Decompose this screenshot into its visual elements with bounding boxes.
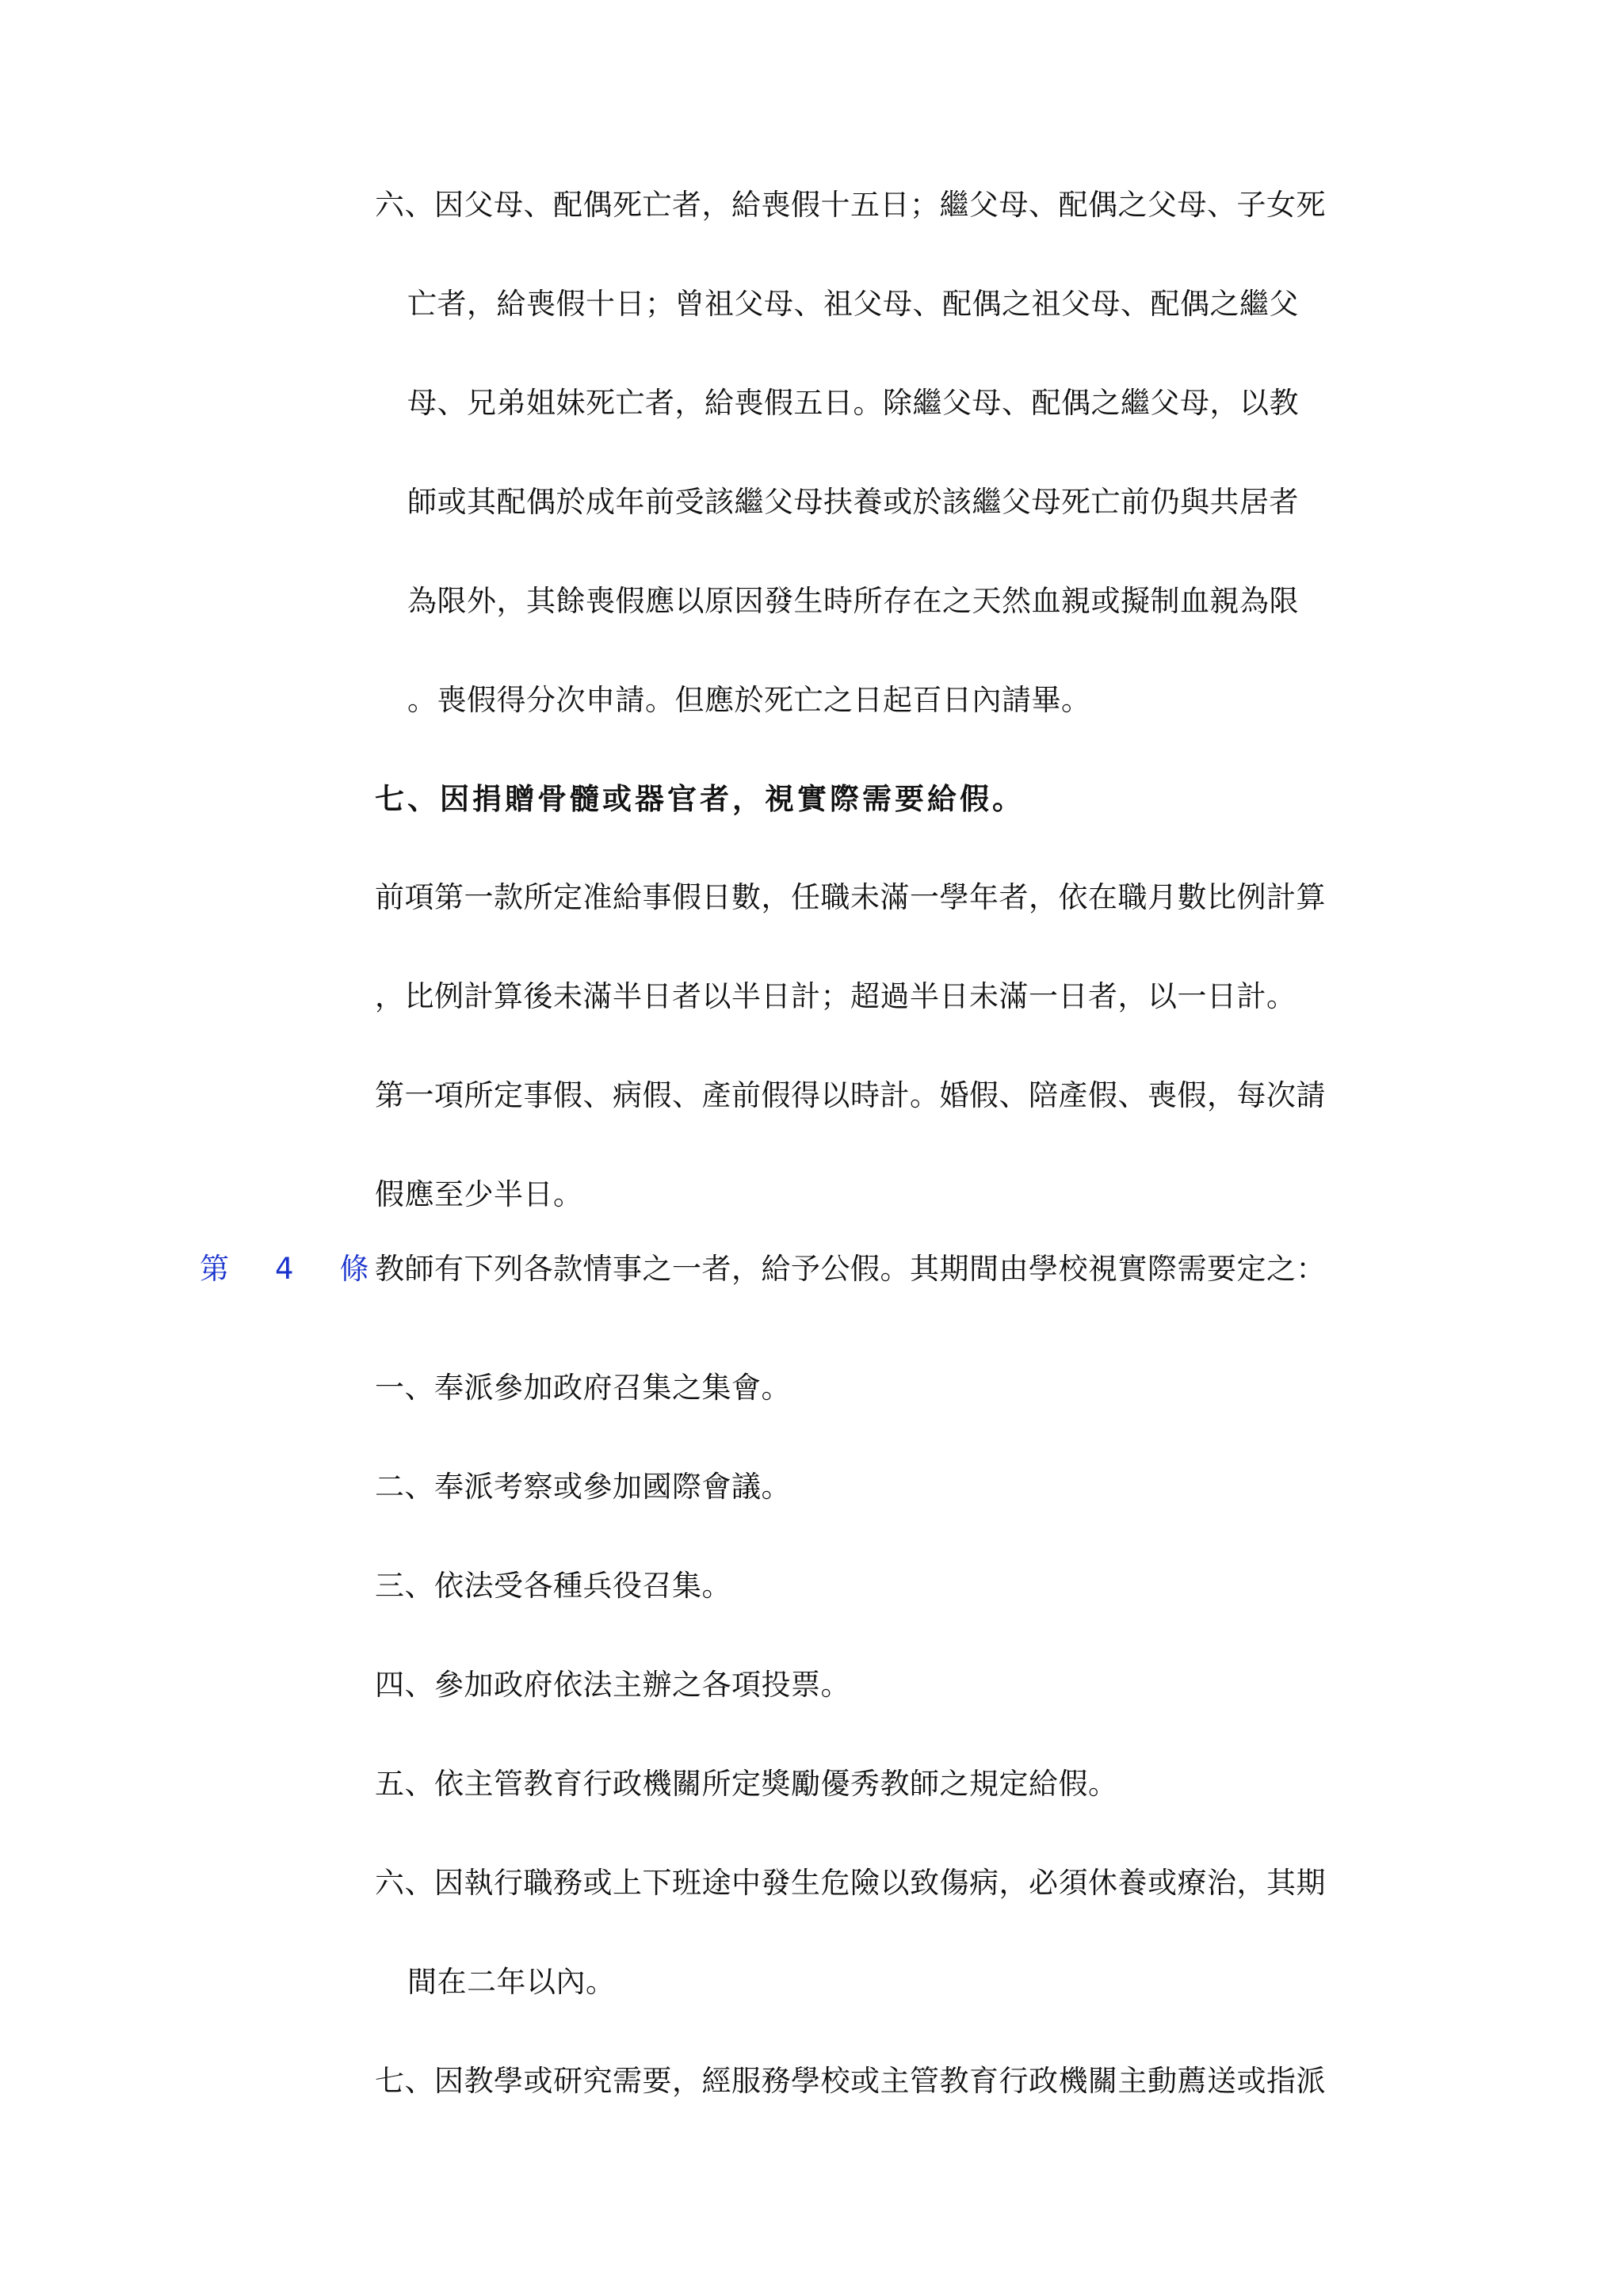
paragraph-line: ，比例計算後未滿半日者以半日計；超過半日未滿一日者，以一日計。 xyxy=(375,979,1296,1013)
list-item: 七、因教學或研究需要，經服務學校或主管教育行政機關主動薦送或指派 xyxy=(375,2064,1326,2098)
article-prefix: 第 xyxy=(200,1252,229,1286)
article-suffix: 條 xyxy=(339,1252,369,1286)
paragraph-line-bold: 七、因捐贈骨髓或器官者，視實際需要給假。 xyxy=(375,782,1025,816)
paragraph-line: 。喪假得分次申請。但應於死亡之日起百日內請畢。 xyxy=(407,683,1091,717)
paragraph-line: 母、兄弟姐妹死亡者，給喪假五日。除繼父母、配偶之繼父母，以教 xyxy=(407,386,1299,420)
list-item: 五、依主管教育行政機關所定獎勵優秀教師之規定給假。 xyxy=(375,1767,1118,1801)
article-number: 4 xyxy=(275,1252,294,1286)
article-4-link[interactable] xyxy=(200,1249,369,1289)
paragraph-line: 為限外，其餘喪假應以原因發生時所存在之天然血親或擬制血親為限 xyxy=(407,584,1299,618)
list-item: 六、因執行職務或上下班途中發生危險以致傷病，必須休養或療治，其期 xyxy=(375,1866,1326,1900)
list-item: 一、奉派參加政府召集之集會。 xyxy=(375,1371,791,1405)
paragraph-line: 師或其配偶於成年前受該繼父母扶養或於該繼父母死亡前仍與共居者 xyxy=(407,485,1299,519)
paragraph-line: 前項第一款所定准給事假日數，任職未滿一學年者，依在職月數比例計算 xyxy=(375,880,1326,914)
list-item: 四、參加政府依法主辦之各項投票。 xyxy=(375,1668,850,1702)
article-4-text: 教師有下列各款情事之一者，給予公假。其期間由學校視實際需要定之： xyxy=(375,1252,1326,1286)
paragraph-line: 六、因父母、配偶死亡者，給喪假十五日；繼父母、配偶之父母、子女死 xyxy=(375,188,1326,222)
list-item-continuation: 間在二年以內。 xyxy=(407,1965,616,1999)
paragraph-line: 第一項所定事假、病假、產前假得以時計。婚假、陪產假、喪假，每次請 xyxy=(375,1078,1326,1112)
list-item: 二、奉派考察或參加國際會議。 xyxy=(375,1470,791,1504)
list-item: 三、依法受各種兵役召集。 xyxy=(375,1569,731,1603)
paragraph-line: 亡者，給喪假十日；曾祖父母、祖父母、配偶之祖父母、配偶之繼父 xyxy=(407,287,1299,321)
paragraph-line: 假應至少半日。 xyxy=(375,1177,583,1211)
